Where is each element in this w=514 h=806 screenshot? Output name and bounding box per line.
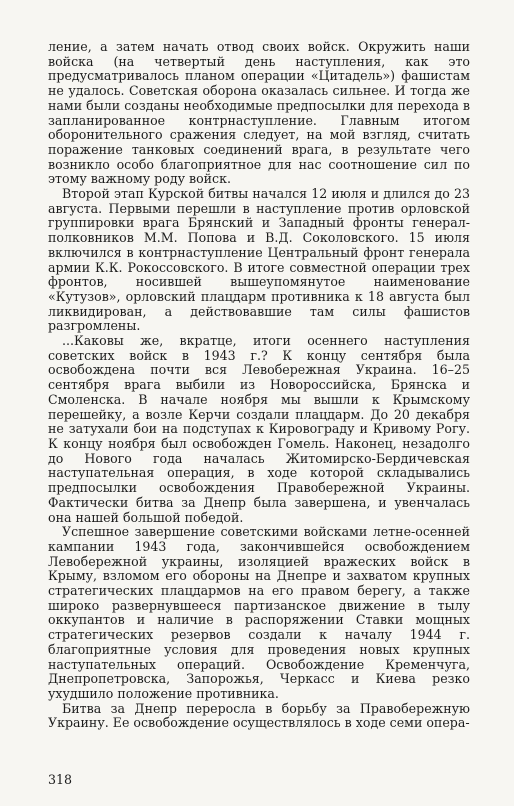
paragraph-2: Второй этап Курской битвы начался 12 июля и длился до 23 августа. Первыми перешли в наступление против орловской группировки врага Брянский и Западный фронты генерал-полковников М.М. Попова и В.Д. Соколовского. 15 июля включился в контрнаступление Центральный фронт генерала армии К.К. Рокоссовского. В итоге совместной операции трех фронтов, носившей вышеупомянутое наименование «Кутузов», орловский плацдарм противника к 18 августа был ликвидирован, а действовавшие там силы фашистов разгромлены.	[48, 186, 470, 334]
paragraph-4: Успешное завершение советскими войсками летне-осенней кампании 1943 года, закончившейся освобождением Левобережной украины, изоляцией вражеских войск в Крыму, взломом его обороны на Днепре и захватом крупных стратегических плацдармов на его правом берегу, а также широко развернувшееся партизанское движение в тылу оккупантов и наличие в распоряжении Ставки мощных стратегических резервов создали к началу 1944 г. благоприятные условия для проведения новых крупных наступательных операций. Освобождение Кременчуга, Днепропетровска, Запорожья, Черкасс и Киева резко ухудшило положение противника.	[48, 524, 470, 701]
paragraph-3: ...Каковы же, вкратце, итоги осеннего наступления советских войск в 1943 г.? К концу сентября была освобождена почти вся Левобережная Украина. 16–25 сентября врага выбили из Новороссийска, Брянска и Смоленска. В начале ноября мы вышли к Крымскому перешейку, а возле Керчи создали плацдарм. До 20 декабря не затухали бои на подступах к Кировограду и Кривому Рогу. К концу ноября был освобожден Гомель. Наконец, незадолго до Нового года началась Житомирско-Бердичевская наступательная операция, в ходе которой складывались предпосылки освобождения Правобережной Украины. Фактически битва за Днепр была завершена, и увенчалась она нашей большой победой.	[48, 333, 470, 525]
paragraph-5: Битва за Днепр переросла в борьбу за Правобережную Украину. Ее освобождение осуществлялось в ходе семи опера-	[48, 700, 470, 731]
paragraph-1: ление, а затем начать отвод своих войск. Окружить наши войска (на четвертый день наступления, как это предусматривалось планом операции «Цитадель») фашистам не удалось. Советская оборона оказалась сильнее. И тогда же нами были созданы необходимые предпосылки для перехода в запланированное контрнаступление. Главным итогом оборонительного сражения следует, на мой взгляд, считать поражение танковых соединений врага, в результате чего возникло особо благоприятное для нас соотношение сил по этому важному роду войск.	[48, 39, 470, 187]
page-number: 318	[48, 772, 73, 787]
